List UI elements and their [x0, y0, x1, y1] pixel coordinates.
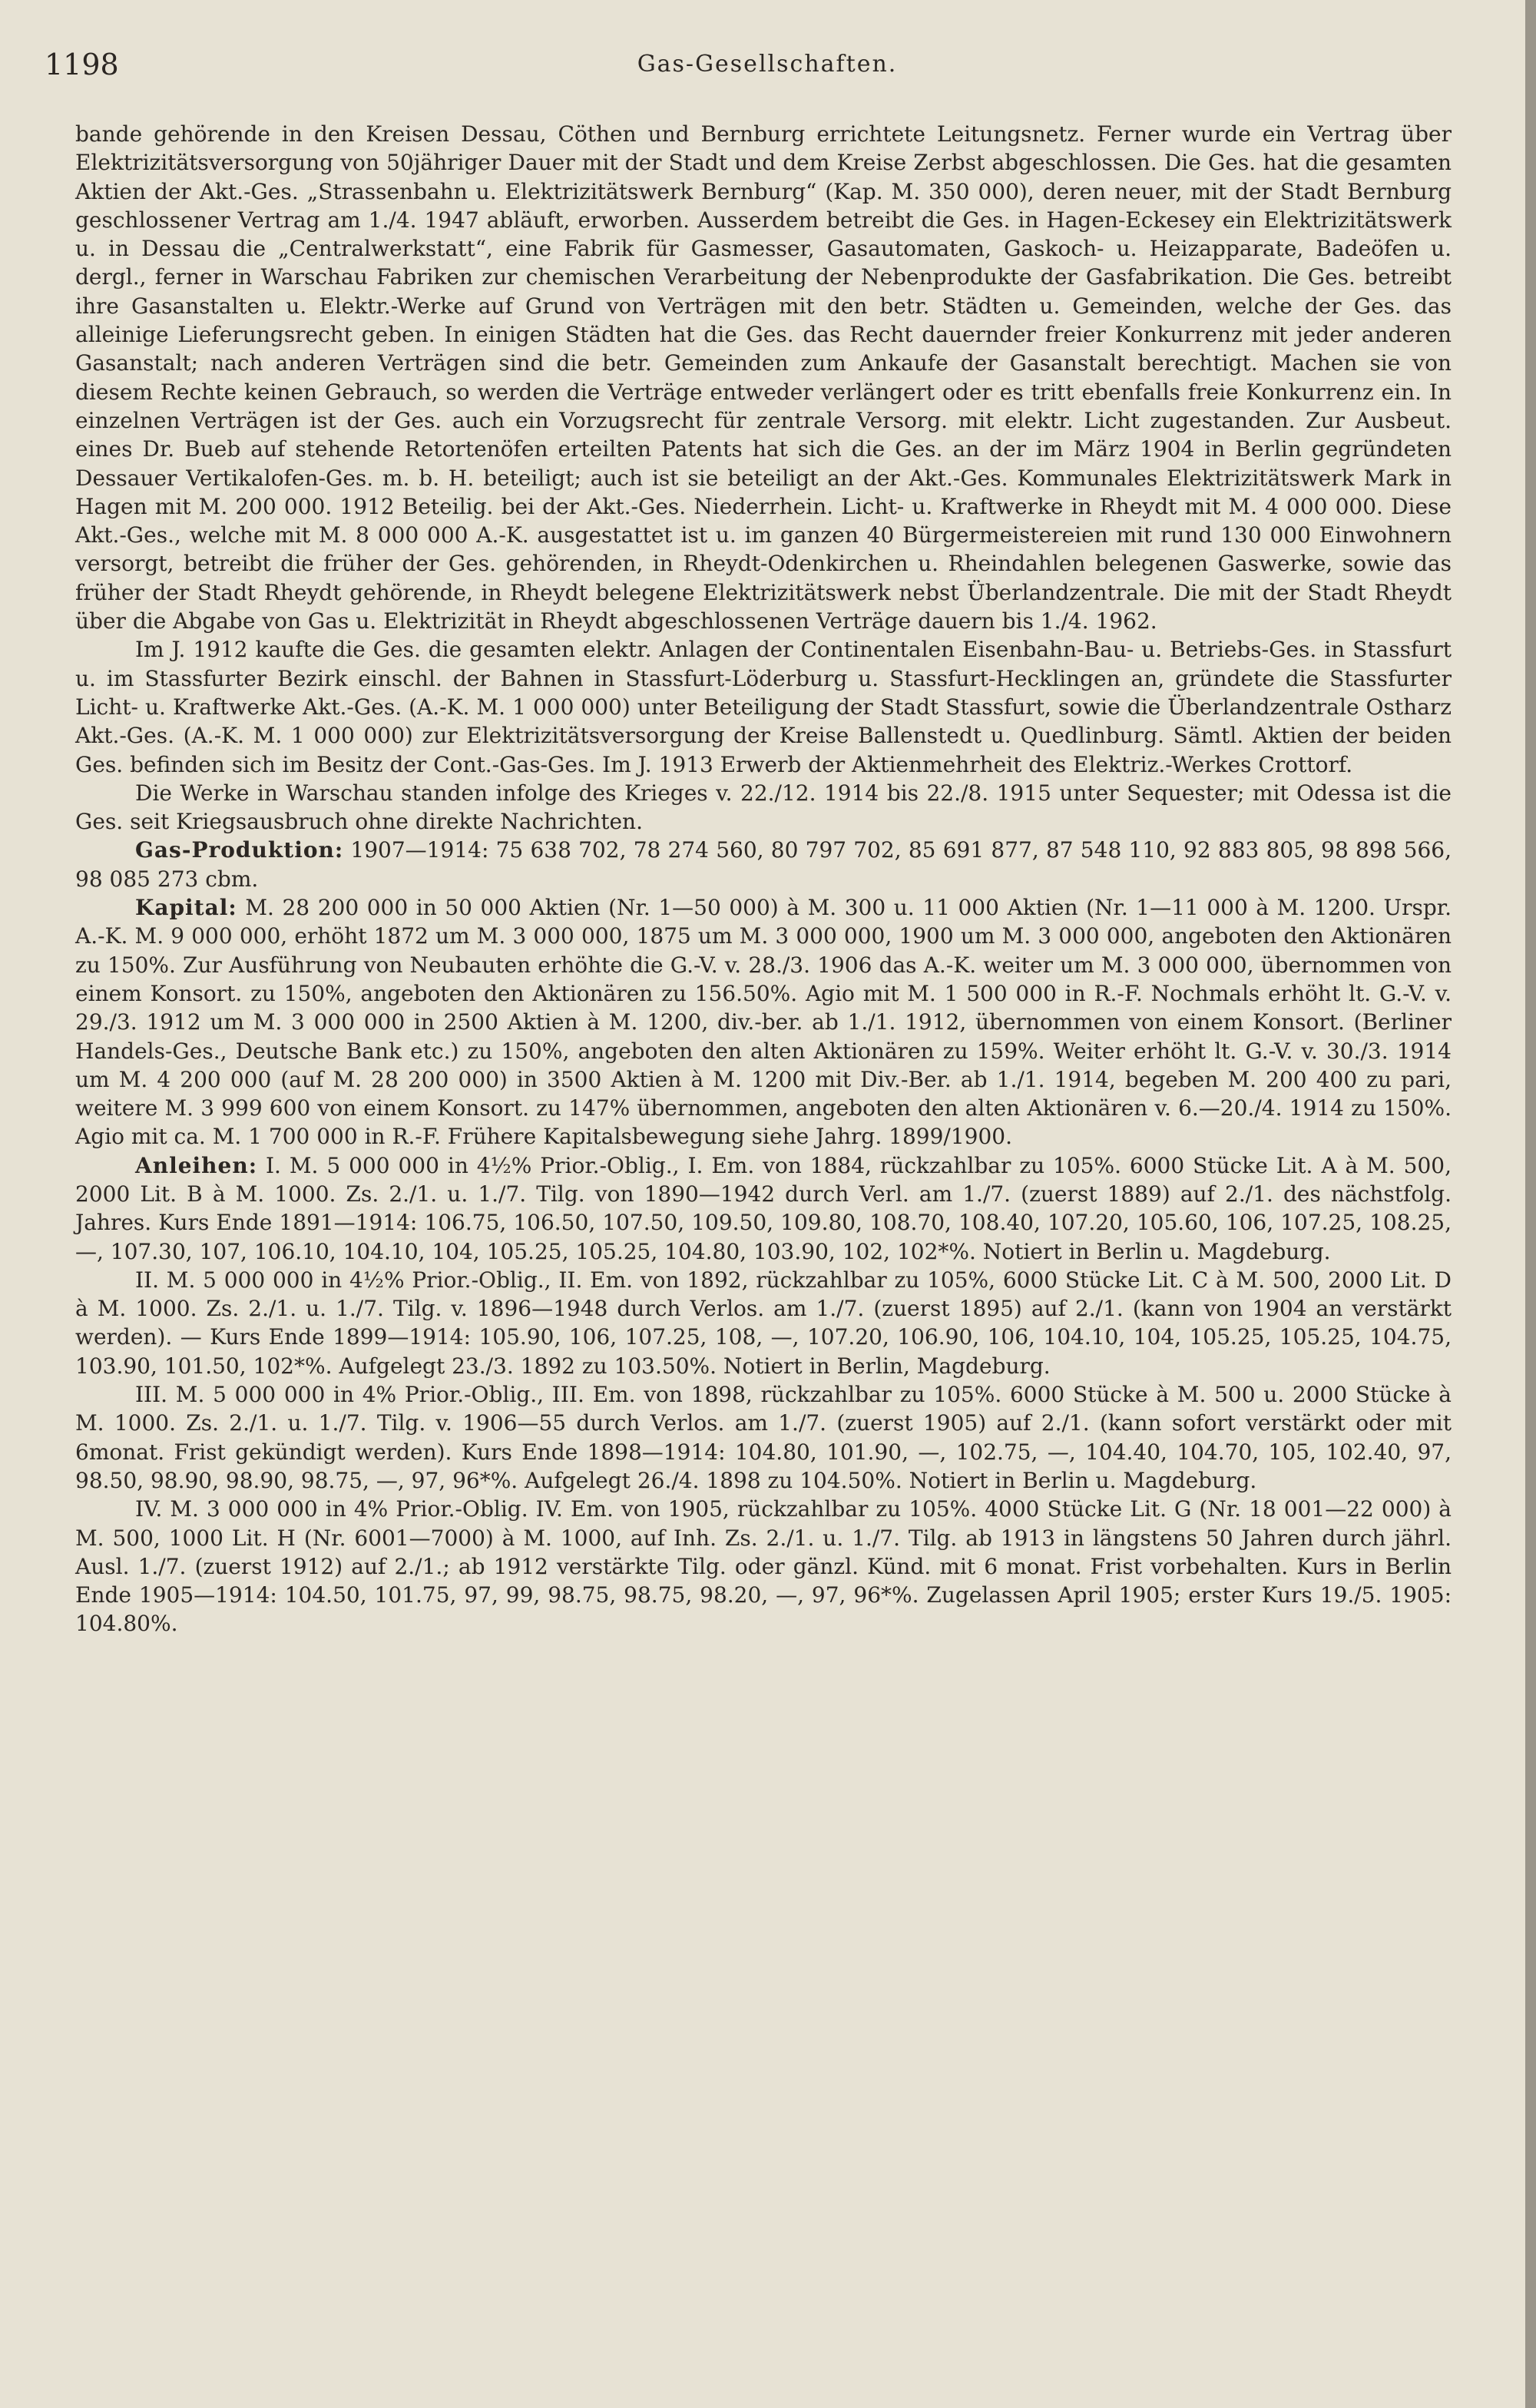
section-text-anleihen: I. M. 5 000 000 in 4½% Prior.-Oblig., I. Em. von 1884, rückzahlbar zu 105%. 6000 Stücke Lit. A à M. 500, 2000 Lit. B à M. 1000. Zs. 2./1. u. 1./7. Tilg. von 1890—1942 durch Verl. am 1./7. (zuerst 1889) auf 2./1. des nächstfolg. Jahres. Kurs Ende 1891—1914: 106.75, 106.50, 107.50, 109.50, 109.80, 108.70, 108.40, 107.20, 105.60, 106, 107.25, 108.25, —, 107.30, 107, 106.10, 104.10, 104, 105.25, 105.25, 104.80, 103.90, 102, 102*%. Notiert in Berlin u. Magdeburg.	[75, 1152, 1452, 1264]
section-text-gas-produktion: 1907—1914: 75 638 702, 78 274 560, 80 797 702, 85 691 877, 87 548 110, 92 883 805, 98 898 566, 98 085 273 cbm.	[75, 837, 1452, 892]
loan-iii: III. M. 5 000 000 in 4% Prior.-Oblig., III. Em. von 1898, rückzahlbar zu 105%. 6000 Stücke à M. 500 u. 2000 Stücke à M. 1000. Zs. 2./1. u. 1./7. Tilg. v. 1906—55 durch Verlos. am 1./7. (zuerst 1905) auf 2./1. (kann sofort verstärkt oder mit 6monat. Frist gekündigt werden). Kurs Ende 1898—1914: 104.80, 101.90, —, 102.75, —, 104.40, 104.70, 105, 102.40, 97, 98.50, 98.90, 98.90, 98.75, —, 97, 96*%. Aufgelegt 26./4. 1898 zu 104.50%. Notiert in Berlin u. Magdeburg.	[75, 1382, 1452, 1493]
page-edge-shadow	[1525, 0, 1536, 2408]
page-header	[45, 48, 1490, 94]
page-body	[75, 120, 1452, 1638]
section-gas-produktion	[75, 836, 1452, 893]
paragraph-stassfurt: Im J. 1912 kaufte die Ges. die gesamten elektr. Anlagen der Continentalen Eisenbahn-Bau- u. Betriebs-Ges. in Stassfurt u. im Stassfurter Bezirk einschl. der Bahnen in Stassfurt-Löderburg u. Stassfurt-Hecklingen an, gründete die Stassfurter Licht- u. Kraftwerke Akt.-Ges. (A.-K. M. 1 000 000) unter Beteiligung der Stadt Stassfurt, sowie die Überlandzentrale Ostharz Akt.-Ges. (A.-K. M. 1 000 000) zur Elektrizitätsversorgung der Kreise Ballenstedt u. Quedlinburg. Sämtl. Aktien der beiden Ges. befinden sich im Besitz der Cont.-Gas-Ges. Im J. 1913 Erwerb der Aktienmehrheit des Elektriz.-Werkes Crottorf.	[75, 637, 1452, 777]
running-head: Gas-Gesellschaften.	[637, 51, 898, 78]
loan-ii: II. M. 5 000 000 in 4½% Prior.-Oblig., II. Em. von 1892, rückzahlbar zu 105%, 6000 Stücke Lit. C à M. 500, 2000 Lit. D à M. 1000. Zs. 2./1. u. 1./7. Tilg. v. 1896—1948 durch Verlos. am 1./7. (zuerst 1895) auf 2./1. (kann von 1904 an verstärkt werden). — Kurs Ende 1899—1914: 105.90, 106, 107.25, 108, —, 107.20, 106.90, 106, 104.10, 104, 105.25, 105.25, 104.75, 103.90, 101.50, 102*%. Aufgelegt 23./3. 1892 zu 103.50%. Notiert in Berlin, Magdeburg.	[75, 1267, 1452, 1379]
section-text-kapital: M. 28 200 000 in 50 000 Aktien (Nr. 1—50 000) à M. 300 u. 11 000 Aktien (Nr. 1—11 000 à M. 1200. Urspr. A.-K. M. 9 000 000, erhöht 1872 um M. 3 000 000, 1875 um M. 3 000 000, 1900 um M. 3 000 000, angeboten den Aktionären zu 150%. Zur Ausführung von Neubauten erhöhte die G.-V. v. 28./3. 1906 das A.-K. weiter um M. 3 000 000, übernommen von einem Konsort. zu 150%, angeboten den Aktionären zu 156.50%. Agio mit M. 1 500 000 in R.-F. Nochmals erhöht lt. G.-V. v. 29./3. 1912 um M. 3 000 000 in 2500 Aktien à M. 1200, div.-ber. ab 1./1. 1912, übernommen von einem Konsort. (Berliner Handels-Ges., Deutsche Bank etc.) zu 150%, angeboten den alten Aktionären zu 159%. Weiter erhöht lt. G.-V. v. 30./3. 1914 um M. 4 200 000 (auf M. 28 200 000) in 3500 Aktien à M. 1200 mit Div.-Ber. ab 1./1. 1914, begeben M. 200 400 zu pari, weitere M. 3 999 600 von einem Konsort. zu 147% übernommen, angeboten den alten Aktionären v. 6.—20./4. 1914 zu 150%. Agio mit ca. M. 1 700 000 in R.-F. Frühere Kapitalsbewegung siehe Jahrg. 1899/1900.	[75, 895, 1452, 1150]
section-label-kapital: Kapital:	[135, 895, 237, 921]
paragraph-warschau: Die Werke in Warschau standen infolge des Krieges v. 22./12. 1914 bis 22./8. 1915 unter Sequester; mit Odessa ist die Ges. seit Kriegsausbruch ohne direkte Nachrichten.	[75, 780, 1452, 835]
section-kapital	[75, 893, 1452, 1151]
section-anleihen	[75, 1151, 1452, 1266]
page-number: 1198	[45, 48, 119, 81]
loan-iv: IV. M. 3 000 000 in 4% Prior.-Oblig. IV. Em. von 1905, rückzahlbar zu 105%. 4000 Stücke Lit. G (Nr. 18 001—22 000) à M. 500, 1000 Lit. H (Nr. 6001—7000) à M. 1000, auf Inh. Zs. 2./1. u. 1./7. Tilg. ab 1913 in längstens 50 Jahren durch jährl. Ausl. 1./7. (zuerst 1912) auf 2./1.; ab 1912 verstärkte Tilg. oder gänzl. Künd. mit 6 monat. Frist vorbehalten. Kurs in Berlin Ende 1905—1914: 104.50, 101.75, 97, 99, 98.75, 98.75, 98.20, —, 97, 96*%. Zugelassen April 1905; erster Kurs 19./5. 1905: 104.80%.	[75, 1496, 1452, 1637]
section-label-anleihen: Anleihen:	[135, 1152, 258, 1178]
paragraph-intro: bande gehörende in den Kreisen Dessau, Cöthen und Bernburg errichtete Leitungsnetz. Ferner wurde ein Vertrag über Elektrizitätsversorgung von 50jähriger Dauer mit der Stadt und dem Kreise Zerbst abgeschlossen. Die Ges. hat die gesamten Aktien der Akt.-Ges. „Strassenbahn u. Elektrizitätswerk Bernburg“ (Kap. M. 350 000), deren neuer, mit der Stadt Bernburg geschlossener Vertrag am 1./4. 1947 abläuft, erworben. Ausserdem betreibt die Ges. in Hagen-Eckesey ein Elektrizitätswerk u. in Dessau die „Centralwerkstatt“, eine Fabrik für Gasmesser, Gasautomaten, Gaskoch- u. Heizapparate, Badeöfen u. dergl., ferner in Warschau Fabriken zur chemischen Verarbeitung der Nebenprodukte der Gasfabrikation. Die Ges. betreibt ihre Gasanstalten u. Elektr.-Werke auf Grund von Verträgen mit den betr. Städten u. Gemeinden, welche der Ges. das alleinige Lieferungsrecht geben. In einigen Städten hat die Ges. das Recht dauernder freier Konkurrenz mit jeder anderen Gasanstalt; nach anderen Verträgen sind die betr. Gemeinden zum Ankaufe der Gasanstalt berechtigt. Machen sie von diesem Rechte keinen Gebrauch, so werden die Verträge entweder verlängert oder es tritt ebenfalls freie Konkurrenz ein. In einzelnen Verträgen ist der Ges. auch ein Vorzugsrecht für zentrale Versorg. mit elektr. Licht zugestanden. Zur Ausbeut. eines Dr. Bueb auf stehende Retortenöfen erteilten Patents hat sich die Ges. an der im März 1904 in Berlin gegründeten Dessauer Vertikalofen-Ges. m. b. H. beteiligt; auch ist sie beteiligt an der Akt.-Ges. Kommunales Elektrizitätswerk Mark in Hagen mit M. 200 000. 1912 Beteilig. bei der Akt.-Ges. Niederrhein. Licht- u. Kraftwerke in Rheydt mit M. 4 000 000. Diese Akt.-Ges., welche mit M. 8 000 000 A.-K. ausgestattet ist u. im ganzen 40 Bürgermeistereien mit rund 130 000 Einwohnern versorgt, betreibt die früher der Ges. gehörenden, in Rheydt-Odenkirchen u. Rheindahlen belegenen Gaswerke, sowie das früher der Stadt Rheydt gehörende, in Rheydt belegene Elektrizitätswerk nebst Überlandzentrale. Die mit der Stadt Rheydt über die Abgabe von Gas u. Elektrizität in Rheydt abgeschlossenen Verträge dauern bis 1./4. 1962.	[75, 121, 1452, 634]
section-label-gas-produktion: Gas-Produktion:	[135, 837, 344, 863]
